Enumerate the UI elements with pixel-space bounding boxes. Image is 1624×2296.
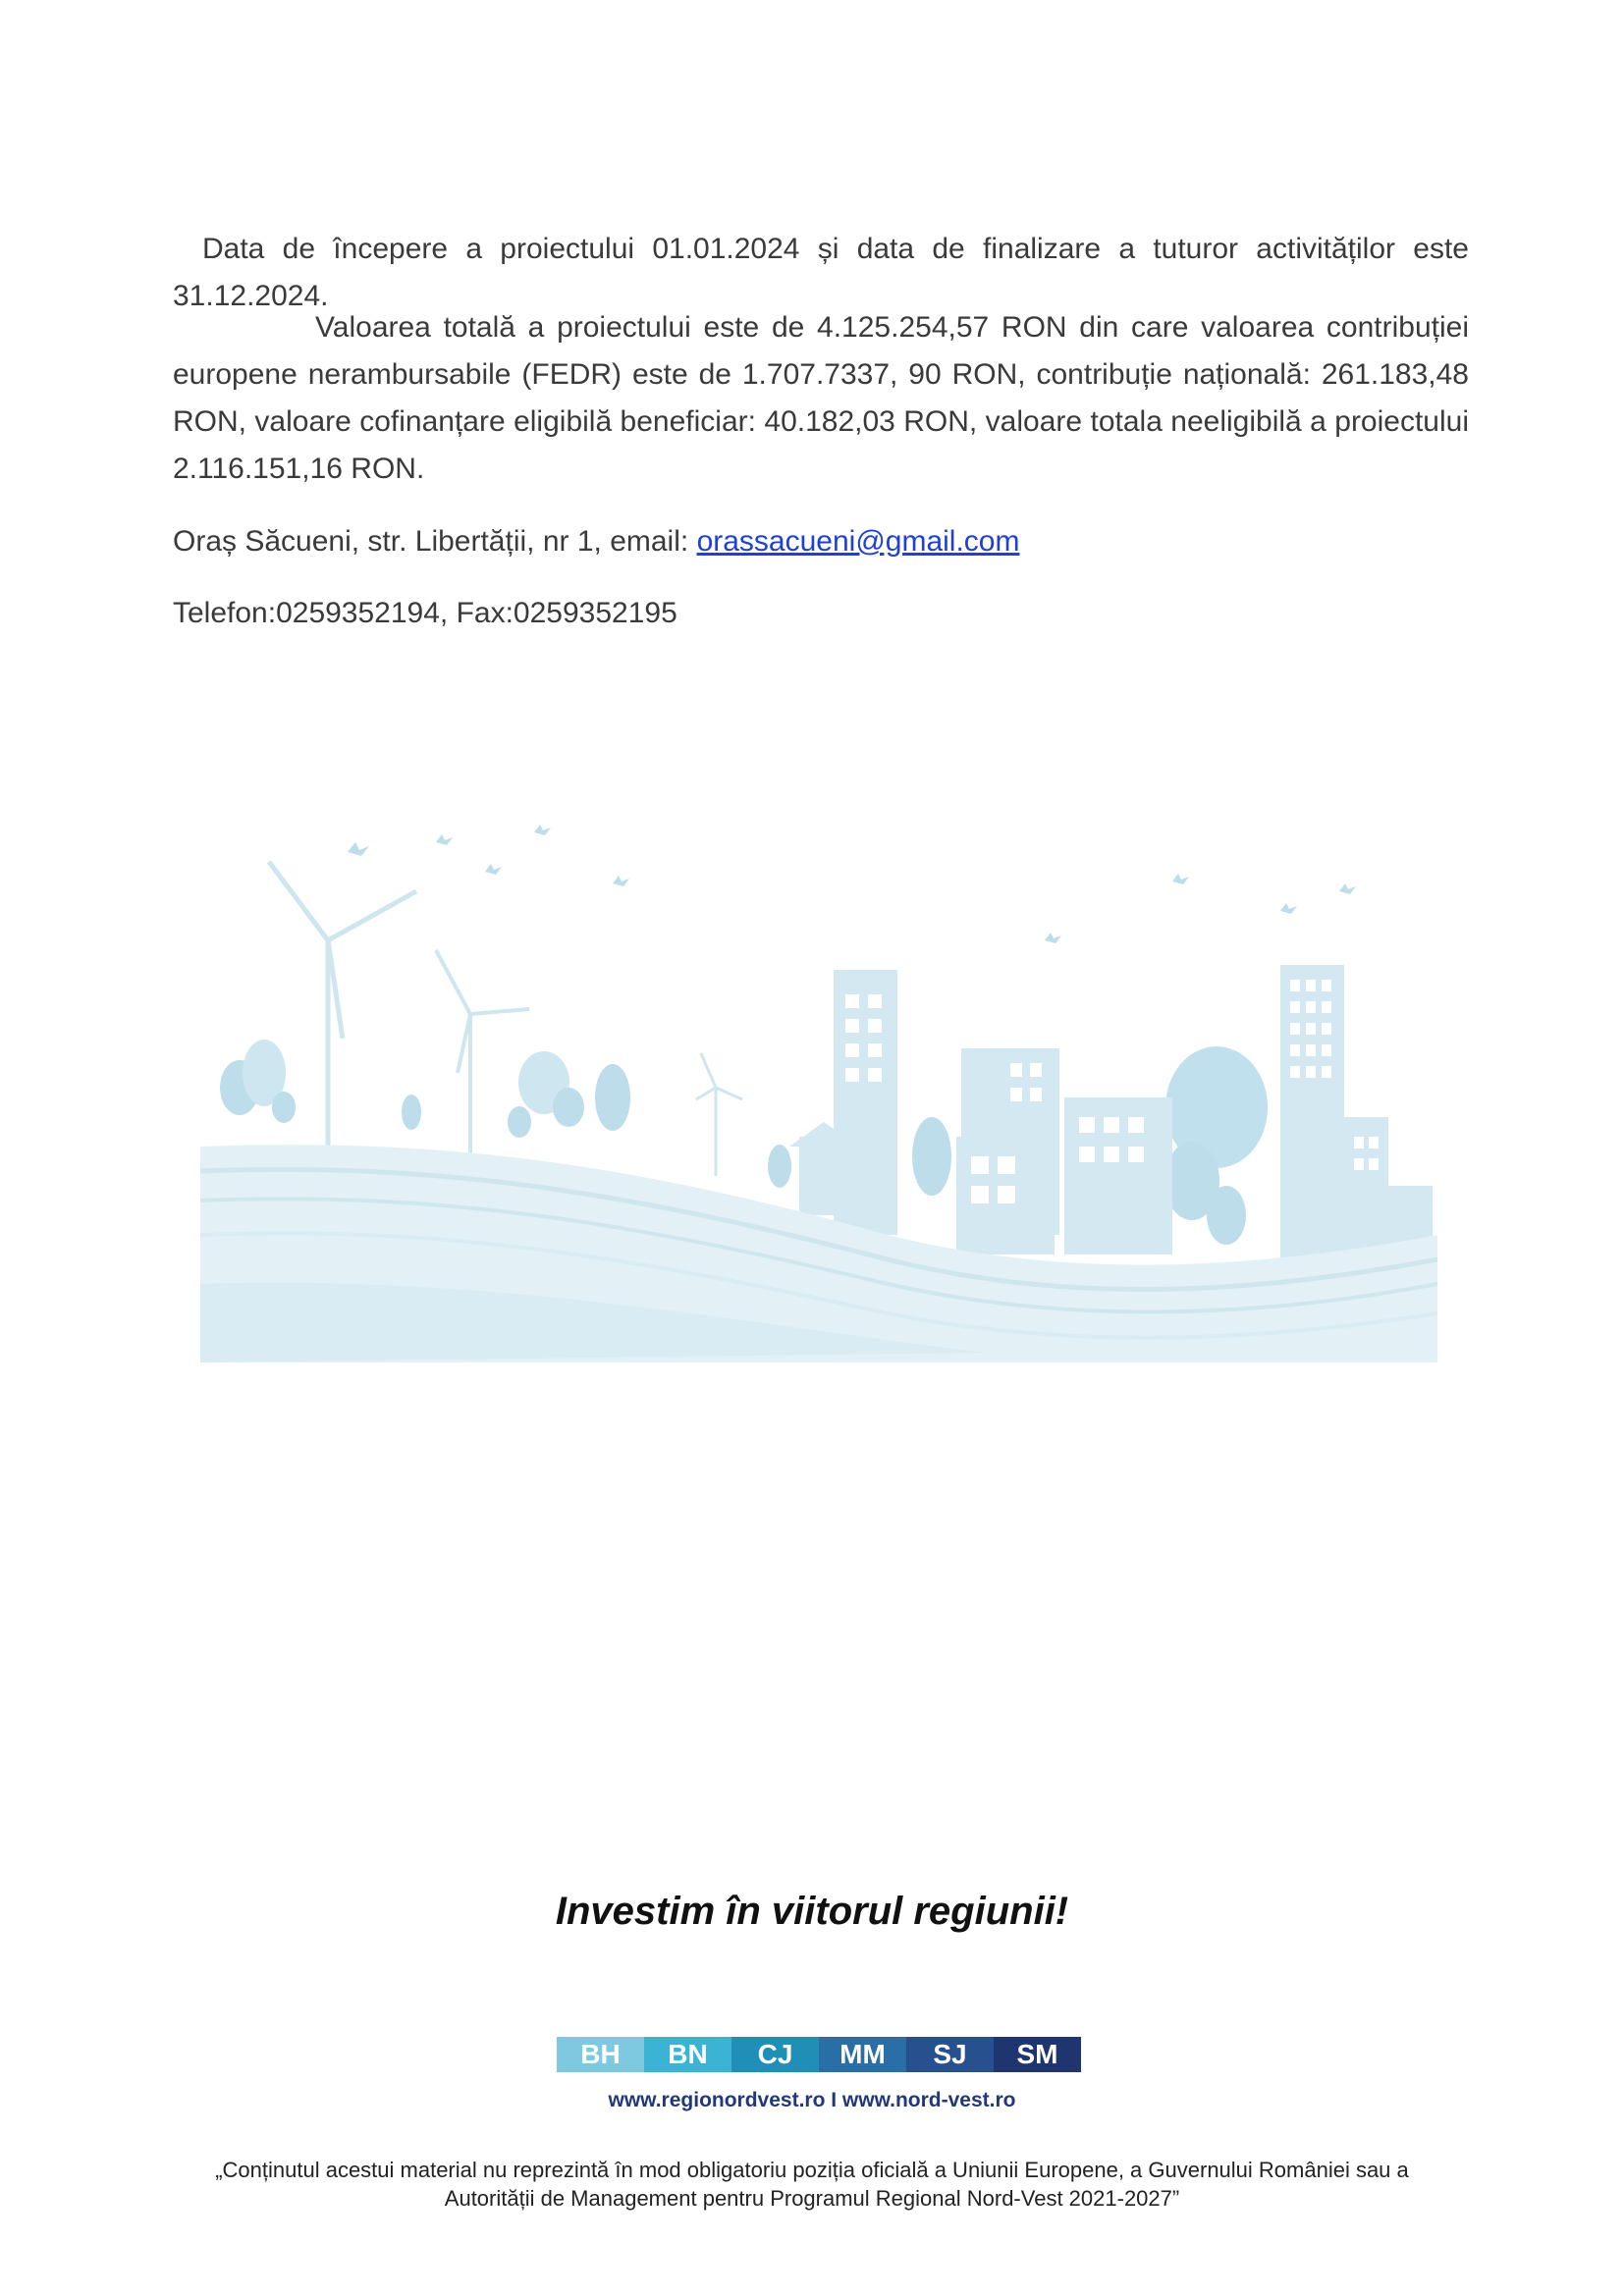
bird-icon: [1339, 883, 1356, 894]
tree-icon: [768, 1145, 791, 1188]
tree-icon: [912, 1117, 951, 1196]
disclaimer: „Conținutul acestui material nu reprezintă în mod obligatoriu poziția oficială a Uniunii Europene, a Guvernului României sau a Autorității de Management pentru Programul Regional Nord-Vest 2021-2027”: [215, 2158, 1409, 2211]
websites-line[interactable]: www.regionordvest.ro I www.nord-vest.ro: [608, 2089, 1016, 2111]
tree-icon: [508, 1106, 531, 1138]
county-sm: SM: [994, 2037, 1081, 2072]
bird-icon: [1280, 903, 1297, 914]
county-cj: CJ: [731, 2037, 819, 2072]
county-mm: MM: [819, 2037, 906, 2072]
project-dates-paragraph: Data de începere a proiectului 01.01.2024 și data de finalizare a tuturor activităților este 31.12.2024.: [173, 233, 1469, 312]
slogan: Investim în viitorul regiunii!: [555, 1890, 1069, 1933]
bird-icon: [1172, 874, 1189, 884]
bird-icon: [613, 876, 629, 886]
bird-icon: [436, 834, 453, 845]
bird-icon: [485, 864, 502, 875]
address-text: Oraș Săcueni, str. Libertății, nr 1, email:: [173, 525, 697, 558]
project-value-paragraph: Valoarea totală a proiectului este de 4.125.254,57 RON din care valoarea contribuției europene nerambursabile (FEDR) este de 1.707.7337, 90 RON, contribuție națională: 261.183,48 RON, valoare cofinanțare eligibilă beneficiar: 40.182,03 RON, valoare totala neeligibilă a proiectului 2.116.151,16 RON.: [173, 311, 1469, 485]
email-link[interactable]: orassacueni@gmail.com: [696, 525, 1020, 558]
county-sj: SJ: [906, 2037, 994, 2072]
county-bar: [557, 2037, 1081, 2072]
county-bh: BH: [557, 2037, 644, 2072]
contact-address: [173, 518, 1469, 565]
tree-icon: [402, 1095, 421, 1130]
tree-icon: [595, 1064, 630, 1131]
tree-icon: [1207, 1186, 1246, 1245]
bird-icon: [1045, 933, 1061, 943]
contact-phone: Telefon:0259352194, Fax:0259352195: [173, 597, 677, 629]
city-windmill-illustration: [200, 823, 1437, 1362]
bird-icon: [348, 842, 369, 856]
wind-turbine-icon: [696, 1053, 742, 1176]
tree-icon: [272, 1092, 296, 1123]
tree-icon: [553, 1088, 584, 1127]
bird-icon: [534, 825, 551, 835]
county-bn: BN: [644, 2037, 731, 2072]
